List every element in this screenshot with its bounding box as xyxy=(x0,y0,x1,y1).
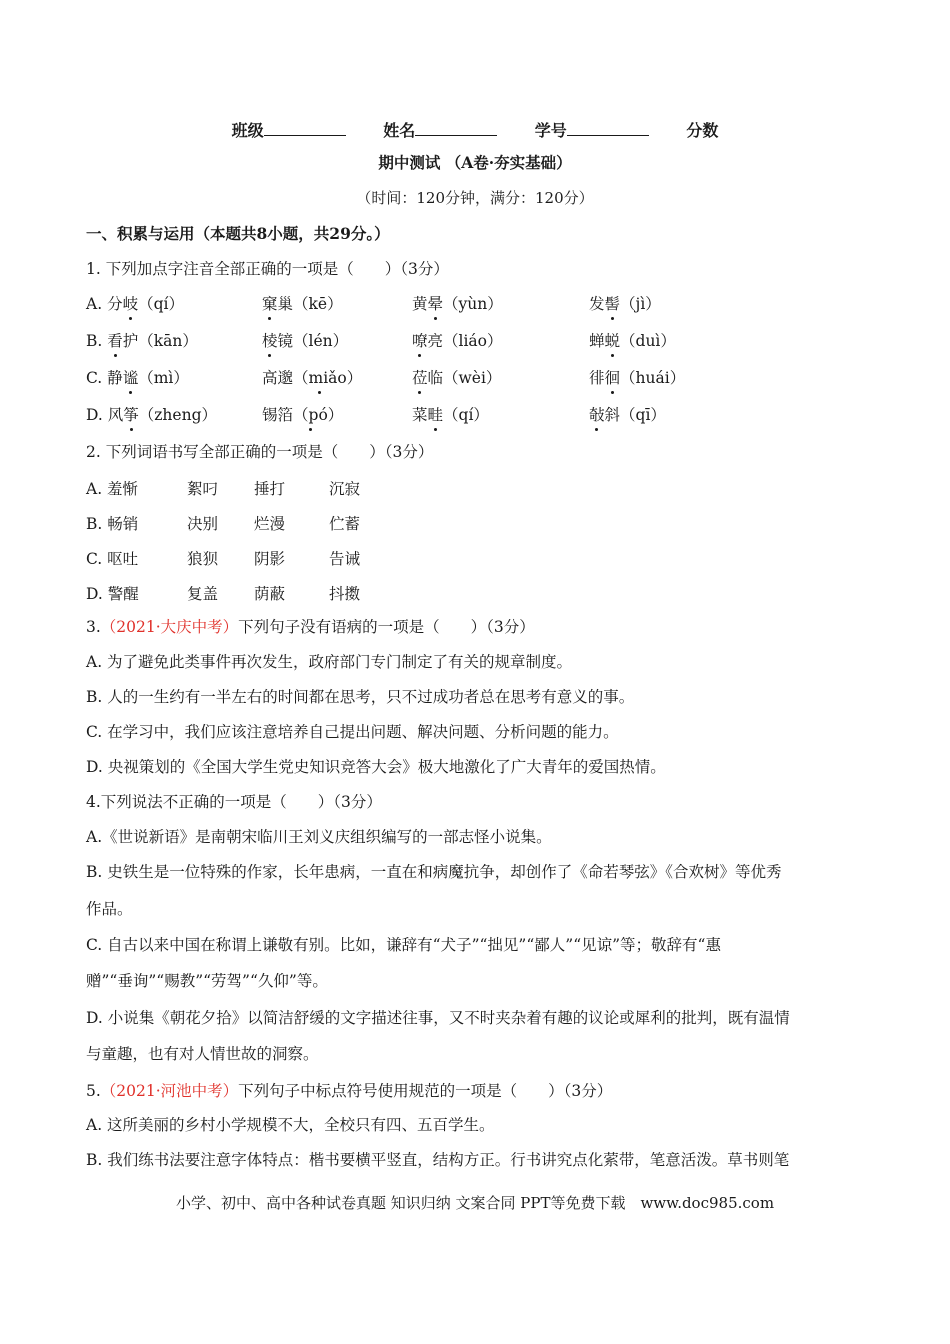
question-5-stem: 5.（2021·河池中考）下列句子中标点符号使用规范的一项是（ ）（3分） xyxy=(86,1082,613,1100)
dotted-char: 谧 xyxy=(123,366,139,388)
page-footer: 小学、初中、高中各种试卷真题 知识归纳 文案合同 PPT等免费下载 www.doc985.com xyxy=(175,1194,775,1212)
class-field: 班级 xyxy=(232,121,346,140)
q4-line: B. 史铁生是一位特殊的作家，长年患病，一直在和病魔抗争，却创作了《命若琴弦》《合欢树》等优秀 xyxy=(86,863,782,881)
q5-option-a: A. 这所美丽的乡村小学规模不大，全校只有四、五百学生。 xyxy=(86,1116,495,1134)
exam-subtitle: （时间：120分钟，满分：120分） xyxy=(356,189,594,207)
dotted-char: 徊 xyxy=(605,366,621,388)
source-tag: （2021·大庆中考） xyxy=(100,618,239,636)
id-blank[interactable] xyxy=(567,121,649,136)
q4-line: D. 小说集《朝花夕拾》以简洁舒缓的文字描述往事，又不时夹杂着有趣的议论或犀利的批判，既有温情 xyxy=(86,1009,790,1027)
q4-line: 与童趣，也有对人情世故的洞察。 xyxy=(86,1045,319,1063)
name-blank[interactable] xyxy=(415,121,497,136)
dotted-char: 岐 xyxy=(123,292,139,314)
dotted-char: 蜕 xyxy=(605,329,621,351)
dotted-char: 畦 xyxy=(428,403,444,425)
class-blank[interactable] xyxy=(264,121,346,136)
dotted-char: 嘹 xyxy=(412,329,428,351)
dotted-char: 箔（pó） xyxy=(278,403,344,425)
exam-page: 班级 姓名 学号 分数 期中测试 （A卷·夯实基础） （时间：120分钟，满分：120分） 一、积累与运用（本题共8小题，共29分。） 1. 下列加点字注音全部正确的一项是（ ）（3分） A. 分岐（qí） 窠巢（kē） 黄晕（yùn） 发髻（jì） B. 看护（kān） 棱镜（lén） 嘹亮（liáo） 蝉蜕（duì） C. 静谧（mì） 高邈（miǎo） 莅临（wèi） 徘徊（huái） D. 风筝（zheng） 锡箔（pó） 菜畦（qí） 敧斜（qī） 2. 下列词语书写全部正确的一项是（ ）（3分） A. 羞惭 絮叼 捶打 沉寂 B. 畅销 决别 烂漫 伫蓄 C. 呕吐 狼狈 阴影 告诫 D. 警醒 复盖 荫蔽 抖擞 3.（2021·大庆中考）下列句子没有语病的一项是（ ）（3分） A. 为了避免此类事件再次发生，政府部门专门制定了有关的规章制度。 B. 人的一生约有一半左右的时间都在思考，只不过成功者总在思考有意义的事。 C. 在学习中，我们应该注意培养自己提出问题、解决问题、分析问题的能力。 D. 央视策划的《全国大学生党史知识竞答大会》极大地激化了广大青年的爱国热情。 4.下列说法不正确的一项是（ ）（3分） A.《世说新语》是南朝宋临川王刘义庆组织编写的一部志怪小说集。 B. 史铁生是一位特殊的作家，长年患病，一直在和病魔抗争，却创作了《命若琴弦》《合欢树》等优秀 作品。 C. 自古以来中国在称谓上谦敬有别。比如，谦辞有“犬子”“拙见”“鄙人”“见谅”等；敬辞有“惠 赠”“垂询”“赐教”“劳驾”“久仰”等。 D. 小说集《朝花夕拾》以简洁舒缓的文字描述往事，又不时夹杂着有趣的议论或犀利的批判，既有温情 与童趣，也有对人情世故的洞察。 5.（2021·河池中考）下列句子中标点符号使用规范的一项是（ ）（3分） A. 这所美丽的乡村小学规模不大，全校只有四、五百学生。 B. 我们练书法要注意字体特点：楷书要横平竖直，结构方正。行书讲究点化萦带，笔意活泼。草书则笔 小学、初中、高中各种试卷真题 知识归纳 文案合同 PPT等免费下载 www.doc985.com xyxy=(0,0,950,1344)
dotted-char: 邈（miǎo） xyxy=(278,366,363,388)
dotted-char: 莅 xyxy=(412,366,428,388)
source-tag: （2021·河池中考） xyxy=(100,1082,239,1100)
id-field: 学号 xyxy=(535,121,649,140)
q3-option-d: D. 央视策划的《全国大学生党史知识竞答大会》极大地激化了广大青年的爱国热情。 xyxy=(86,758,666,776)
question-1-stem: 1. 下列加点字注音全部正确的一项是（ ）（3分） xyxy=(86,260,449,278)
q4-line: 赠”“垂询”“赐教”“劳驾”“久仰”等。 xyxy=(86,972,328,990)
dotted-char: 髻 xyxy=(605,292,621,314)
q3-option-c: C. 在学习中，我们应该注意培养自己提出问题、解决问题、分析问题的能力。 xyxy=(86,723,619,741)
section-heading: 一、积累与运用（本题共8小题，共29分。） xyxy=(86,224,390,243)
dotted-char: 窠 xyxy=(262,292,278,314)
dotted-char: 晕 xyxy=(428,292,444,314)
name-field: 姓名 xyxy=(383,121,497,140)
exam-title: 期中测试 （A卷·夯实基础） xyxy=(378,153,572,172)
q3-option-a: A. 为了避免此类事件再次发生，政府部门专门制定了有关的规章制度。 xyxy=(86,653,573,671)
q5-option-b: B. 我们练书法要注意字体特点：楷书要横平竖直，结构方正。行书讲究点化萦带，笔意活泼。草书则笔 xyxy=(86,1151,790,1169)
question-3-stem: 3.（2021·大庆中考）下列句子没有语病的一项是（ ）（3分） xyxy=(86,618,535,636)
dotted-char: 看 xyxy=(107,329,123,351)
student-info-row xyxy=(0,118,950,141)
question-2-stem: 2. 下列词语书写全部正确的一项是（ ）（3分） xyxy=(86,443,434,461)
score-field: 分数 xyxy=(686,121,719,140)
q4-line: C. 自古以来中国在称谓上谦敬有别。比如，谦辞有“犬子”“拙见”“鄙人”“见谅”等；敬辞有“惠 xyxy=(86,936,721,954)
q4-line: 作品。 xyxy=(86,900,133,918)
question-4-stem: 4.下列说法不正确的一项是（ ）（3分） xyxy=(86,793,382,811)
q3-option-b: B. 人的一生约有一半左右的时间都在思考，只不过成功者总在思考有意义的事。 xyxy=(86,688,635,706)
dotted-char: 棱 xyxy=(262,329,278,351)
dotted-char: 敧 xyxy=(589,403,605,425)
q4-line: A.《世说新语》是南朝宋临川王刘义庆组织编写的一部志怪小说集。 xyxy=(86,828,552,846)
dotted-char: 筝 xyxy=(123,403,139,425)
